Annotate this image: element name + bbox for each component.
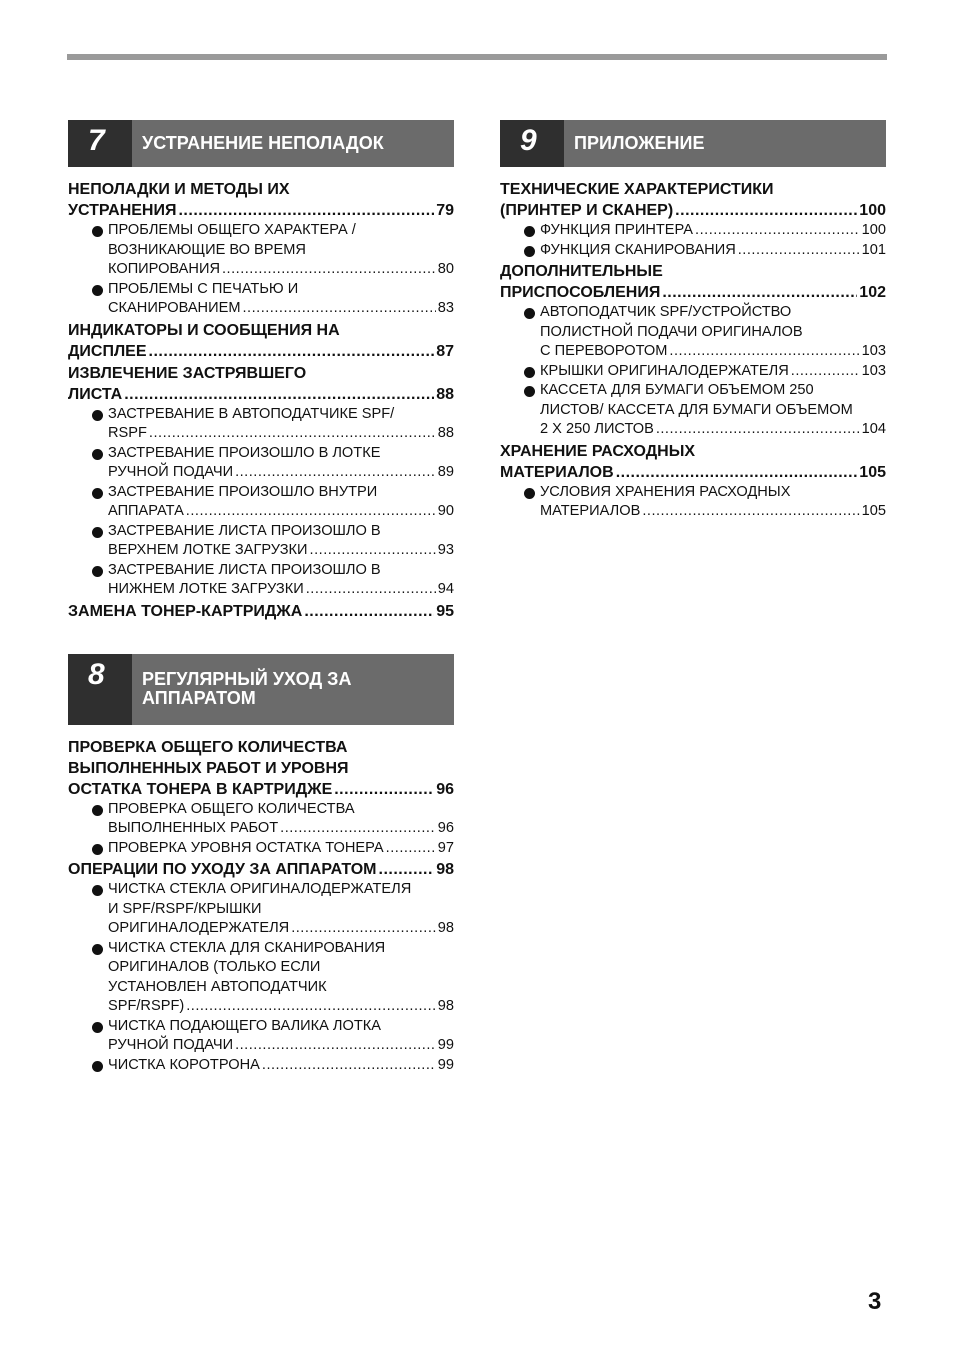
entry-text-line: ЧИСТКА СТЕКЛА ДЛЯ СКАНИРОВАНИЯ — [108, 939, 386, 956]
toc-subitem-entry[interactable] — [68, 280, 454, 319]
toc-section-entry[interactable] — [68, 737, 454, 800]
toc-section-entry[interactable] — [500, 441, 886, 483]
page-ref: 103 — [861, 343, 886, 359]
entry-text-line: УСТРАНЕНИЯ — [68, 202, 177, 219]
entry-text-line: SPF/RSPF) — [108, 998, 185, 1014]
chapter-title: ПРИЛОЖЕНИЕ — [574, 133, 705, 153]
entry-last-line — [540, 502, 886, 522]
toc-subitem-entry[interactable] — [68, 939, 454, 1017]
dot-leader — [304, 601, 434, 622]
entry-text-line: УСЛОВИЯ ХРАНЕНИЯ РАСХОДНЫХ — [540, 483, 791, 500]
entry-last-line — [108, 424, 454, 444]
page-ref: 83 — [437, 300, 454, 316]
chapter-header — [68, 120, 454, 167]
dot-leader — [379, 859, 435, 880]
page-ref: 96 — [437, 820, 454, 836]
entry-text-line: ОПЕРАЦИИ ПО УХОДУ ЗА АППАРАТОМ — [68, 861, 377, 878]
page-number: 3 — [868, 1288, 882, 1315]
entry-text-line: КОПИРОВАНИЯ — [108, 261, 220, 277]
toc-subitem-entry[interactable] — [500, 221, 886, 241]
dot-leader — [306, 580, 436, 600]
entry-last-line — [68, 200, 454, 221]
chapter-block — [68, 654, 454, 1076]
entry-text-line: ДОПОЛНИТЕЛЬНЫЕ — [500, 263, 663, 280]
dot-leader — [642, 502, 859, 522]
chapter-block — [68, 120, 454, 622]
chapter-title — [132, 654, 454, 725]
entry-text-line: ПРОВЕРКА ОБЩЕГО КОЛИЧЕСТВА — [108, 800, 355, 817]
dot-leader — [235, 1036, 436, 1056]
toc-subitem-entry[interactable] — [68, 1017, 454, 1056]
entry-last-line — [108, 580, 454, 600]
entry-text-line: ЛИСТА — [68, 385, 123, 403]
toc-subitem-entry[interactable] — [500, 381, 886, 440]
toc-subitem-entry[interactable] — [68, 880, 454, 939]
dot-leader — [280, 819, 436, 839]
dot-leader — [656, 420, 860, 440]
entry-last-line — [108, 819, 454, 839]
entry-last-line — [108, 463, 454, 483]
bullet-icon — [92, 885, 103, 896]
bullet-icon — [92, 285, 103, 296]
toc-list — [500, 179, 886, 522]
page-ref: 88 — [436, 385, 454, 403]
entry-last-line — [500, 282, 886, 303]
toc-section-entry[interactable] — [500, 179, 886, 221]
page-ref: 99 — [437, 1056, 454, 1073]
dot-leader — [695, 221, 860, 241]
entry-text-line: ПРОВЕРКА УРОВНЯ ОСТАТКА ТОНЕРА — [108, 839, 384, 856]
entry-text-line: АВТОПОДАТЧИК SPF/УСТРОЙСТВО — [540, 304, 792, 320]
bullet-icon — [92, 844, 103, 855]
page-ref: 93 — [437, 542, 454, 558]
page-ref: 100 — [859, 202, 886, 219]
entry-text-line: С ПЕРЕВОРОТОМ — [540, 343, 668, 359]
entry-text-line: ВЕРХНЕМ ЛОТКЕ ЗАГРУЗКИ — [108, 542, 308, 558]
bullet-icon — [524, 367, 535, 378]
page-ref: 96 — [436, 780, 454, 798]
page-ref: 104 — [861, 421, 886, 437]
toc-subitem-entry[interactable] — [500, 241, 886, 261]
page-ref: 98 — [436, 861, 454, 878]
dot-leader — [178, 200, 434, 221]
dot-leader — [791, 362, 860, 382]
entry-text-line: ЗАСТРЕВАНИЕ В АВТОПОДАТЧИКЕ SPF/ — [108, 405, 395, 422]
bullet-icon — [92, 805, 103, 816]
page-ref: 79 — [436, 202, 454, 219]
dot-leader — [262, 1056, 436, 1076]
entry-last-line — [108, 1056, 454, 1076]
bullet-icon — [92, 1022, 103, 1033]
toc-subitem-entry[interactable] — [68, 221, 454, 280]
page-ref: 98 — [437, 920, 454, 936]
toc-list — [68, 737, 454, 1076]
entry-text-line: ЗАСТРЕВАНИЕ ПРОИЗОШЛО В ЛОТКЕ — [108, 444, 381, 461]
chapter-title-line: АППАРАТОМ — [142, 688, 256, 708]
entry-text-line: ЛИСТОВ/ КАССЕТА ДЛЯ БУМАГИ ОБЪЕМОМ — [540, 401, 853, 418]
toc-section-entry[interactable] — [68, 320, 454, 362]
bullet-icon — [92, 410, 103, 421]
entry-text-line: ОРИГИНАЛОВ (ТОЛЬКО ЕСЛИ — [108, 959, 321, 975]
dot-leader — [291, 919, 436, 939]
entry-text-line: И SPF/RSPF/КРЫШКИ — [108, 900, 262, 917]
entry-last-line — [108, 1036, 454, 1056]
bullet-icon — [92, 527, 103, 538]
dot-leader — [662, 282, 857, 303]
dot-leader — [186, 997, 436, 1017]
dot-leader — [334, 779, 434, 800]
dot-leader — [669, 342, 859, 362]
entry-text-line: РУЧНОЙ ПОДАЧИ — [108, 464, 234, 480]
chapter-title: УСТРАНЕНИЕ НЕПОЛАДОК — [142, 133, 384, 153]
entry-text-line: ЧИСТКА СТЕКЛА ОРИГИНАЛОДЕРЖАТЕЛЯ — [108, 881, 412, 897]
entry-last-line — [108, 502, 454, 522]
bullet-icon — [92, 449, 103, 460]
entry-text-line: ПРОБЛЕМЫ С ПЕЧАТЬЮ И — [108, 280, 299, 297]
top-rule — [67, 54, 887, 60]
toc-subitem-entry[interactable] — [68, 1056, 454, 1076]
dot-leader — [222, 260, 436, 280]
entry-last-line — [108, 839, 454, 859]
entry-last-line — [540, 221, 886, 241]
entry-text-line: ЗАСТРЕВАНИЕ ЛИСТА ПРОИЗОШЛО В — [108, 561, 381, 578]
bullet-icon — [92, 1061, 103, 1072]
page-ref: 100 — [861, 222, 886, 238]
bullet-icon — [92, 566, 103, 577]
entry-text-line: КАССЕТА ДЛЯ БУМАГИ ОБЪЕМОМ 250 — [540, 382, 814, 398]
toc-subitem-entry[interactable] — [500, 483, 886, 522]
chapter-title-line: РЕГУЛЯРНЫЙ УХОД ЗА — [142, 669, 352, 689]
entry-text-line: КРЫШКИ ОРИГИНАЛОДЕРЖАТЕЛЯ — [540, 362, 789, 379]
toc-section-entry[interactable] — [68, 363, 454, 405]
entry-text-line: НЕПОЛАДКИ И МЕТОДЫ ИХ — [68, 181, 290, 198]
entry-text-line: РУЧНОЙ ПОДАЧИ — [108, 1037, 234, 1053]
bullet-icon — [524, 386, 535, 397]
page-ref: 90 — [437, 503, 454, 519]
bullet-icon — [92, 488, 103, 499]
page-ref: 98 — [437, 998, 454, 1014]
entry-text-line: ИЗВЛЕЧЕНИЕ ЗАСТРЯВШЕГО — [68, 364, 307, 382]
entry-text-line: ЗАСТРЕВАНИЕ ЛИСТА ПРОИЗОШЛО В — [108, 522, 381, 539]
page-ref: 102 — [859, 284, 886, 301]
toc-section-entry[interactable] — [68, 601, 454, 622]
bullet-icon — [92, 226, 103, 237]
toc-section-entry[interactable] — [68, 179, 454, 221]
chapter-block — [500, 120, 886, 522]
entry-text-line: ПРИСПОСОБЛЕНИЯ — [500, 284, 661, 301]
entry-text-line: ОРИГИНАЛОДЕРЖАТЕЛЯ — [108, 920, 290, 936]
entry-text-line: СКАНИРОВАНИЕМ — [108, 300, 241, 316]
entry-last-line — [108, 299, 454, 319]
toc-subitem-entry[interactable] — [68, 444, 454, 483]
entry-last-line — [68, 601, 454, 622]
entry-text-line: (ПРИНТЕР И СКАНЕР) — [500, 202, 674, 219]
page-ref: 80 — [437, 261, 454, 277]
page-ref: 99 — [437, 1037, 454, 1053]
chapter-header — [500, 120, 886, 167]
entry-last-line — [68, 341, 454, 362]
chapter-number: 7 — [68, 120, 132, 167]
entry-last-line — [108, 997, 454, 1017]
page-ref: 105 — [861, 503, 886, 519]
bullet-icon — [524, 488, 535, 499]
page-ref: 97 — [437, 839, 454, 856]
entry-last-line — [540, 420, 886, 440]
entry-text-line: RSPF — [108, 425, 147, 441]
entry-text-line: ВЫПОЛНЕННЫХ РАБОТ И УРОВНЯ — [68, 759, 349, 777]
entry-text-line: ПРОВЕРКА ОБЩЕГО КОЛИЧЕСТВА — [68, 738, 348, 756]
dot-leader — [310, 541, 436, 561]
entry-text-line: ЧИСТКА КОРОТРОНА — [108, 1056, 260, 1073]
page-ref: 95 — [436, 602, 454, 620]
entry-last-line — [68, 779, 454, 800]
bullet-icon — [524, 226, 535, 237]
entry-text-line: ИНДИКАТОРЫ И СООБЩЕНИЯ НА — [68, 321, 340, 339]
toc-subitem-entry[interactable] — [500, 303, 886, 362]
entry-text-line: ВОЗНИКАЮЩИЕ ВО ВРЕМЯ — [108, 241, 306, 258]
entry-text-line: ФУНКЦИЯ ПРИНТЕРА — [540, 222, 694, 238]
chapter-number: 9 — [500, 120, 564, 167]
left-column — [68, 120, 454, 1075]
entry-text-line: ХРАНЕНИЕ РАСХОДНЫХ — [500, 442, 696, 460]
dot-leader — [149, 424, 436, 444]
dot-leader — [242, 299, 435, 319]
entry-last-line — [540, 342, 886, 362]
page-ref: 89 — [437, 464, 454, 480]
toc-subitem-entry[interactable] — [68, 483, 454, 522]
chapter-number: 8 — [68, 654, 132, 725]
entry-text-line: ВЫПОЛНЕННЫХ РАБОТ — [108, 820, 279, 836]
entry-text-line: ЧИСТКА ПОДАЮЩЕГО ВАЛИКА ЛОТКА — [108, 1017, 381, 1034]
entry-last-line — [500, 462, 886, 483]
entry-last-line — [68, 384, 454, 405]
page-ref: 103 — [861, 362, 886, 379]
page-ref: 88 — [437, 425, 454, 441]
dot-leader — [124, 384, 434, 405]
dot-leader — [386, 839, 436, 859]
bullet-icon — [524, 308, 535, 319]
page-ref: 105 — [859, 463, 886, 481]
entry-last-line — [540, 241, 886, 261]
bullet-icon — [92, 944, 103, 955]
toc-subitem-entry[interactable] — [68, 405, 454, 444]
page-ref: 94 — [437, 581, 454, 597]
toc-subitem-entry[interactable] — [68, 522, 454, 561]
toc-list — [68, 179, 454, 622]
entry-text-line: 2 X 250 ЛИСТОВ — [540, 421, 654, 437]
entry-text-line: ЗАМЕНА ТОНЕР-КАРТРИДЖА — [68, 602, 303, 620]
entry-last-line — [108, 541, 454, 561]
entry-text-line: ФУНКЦИЯ СКАНИРОВАНИЯ — [540, 241, 736, 258]
entry-text-line: МАТЕРИАЛОВ — [500, 463, 614, 481]
entry-text-line: ДИСПЛЕЕ — [68, 342, 147, 360]
entry-last-line — [500, 200, 886, 221]
page-ref: 87 — [436, 342, 454, 360]
bullet-icon — [524, 246, 535, 257]
page-ref: 101 — [861, 241, 886, 258]
dot-leader — [186, 502, 436, 522]
right-column — [500, 120, 886, 522]
toc-section-entry[interactable] — [500, 261, 886, 303]
entry-text-line: ПРОБЛЕМЫ ОБЩЕГО ХАРАКТЕРА / — [108, 222, 356, 238]
entry-last-line — [108, 919, 454, 939]
entry-text-line: МАТЕРИАЛОВ — [540, 503, 641, 519]
entry-text-line: АППАРАТА — [108, 503, 184, 519]
dot-leader — [675, 200, 857, 221]
chapter-header — [68, 654, 454, 725]
toc-subitem-entry[interactable] — [68, 839, 454, 859]
dot-leader — [616, 462, 858, 483]
entry-text-line: УСТАНОВЛЕН АВТОПОДАТЧИК — [108, 978, 327, 995]
toc-subitem-entry[interactable] — [68, 800, 454, 839]
dot-leader — [149, 341, 435, 362]
entry-text-line: ЗАСТРЕВАНИЕ ПРОИЗОШЛО ВНУТРИ — [108, 483, 378, 500]
entry-text-line: ОСТАТКА ТОНЕРА В КАРТРИДЖЕ — [68, 780, 333, 798]
entry-last-line — [68, 859, 454, 880]
toc-subitem-entry[interactable] — [68, 561, 454, 600]
toc-subitem-entry[interactable] — [500, 362, 886, 382]
dot-leader — [738, 241, 860, 261]
entry-text-line: ПОЛИСТНОЙ ПОДАЧИ ОРИГИНАЛОВ — [540, 323, 803, 340]
entry-text-line: НИЖНЕМ ЛОТКЕ ЗАГРУЗКИ — [108, 581, 304, 597]
dot-leader — [235, 463, 436, 483]
entry-last-line — [540, 362, 886, 382]
toc-section-entry[interactable] — [68, 859, 454, 880]
entry-text-line: ТЕХНИЧЕСКИЕ ХАРАКТЕРИСТИКИ — [500, 181, 774, 198]
entry-last-line — [108, 260, 454, 280]
